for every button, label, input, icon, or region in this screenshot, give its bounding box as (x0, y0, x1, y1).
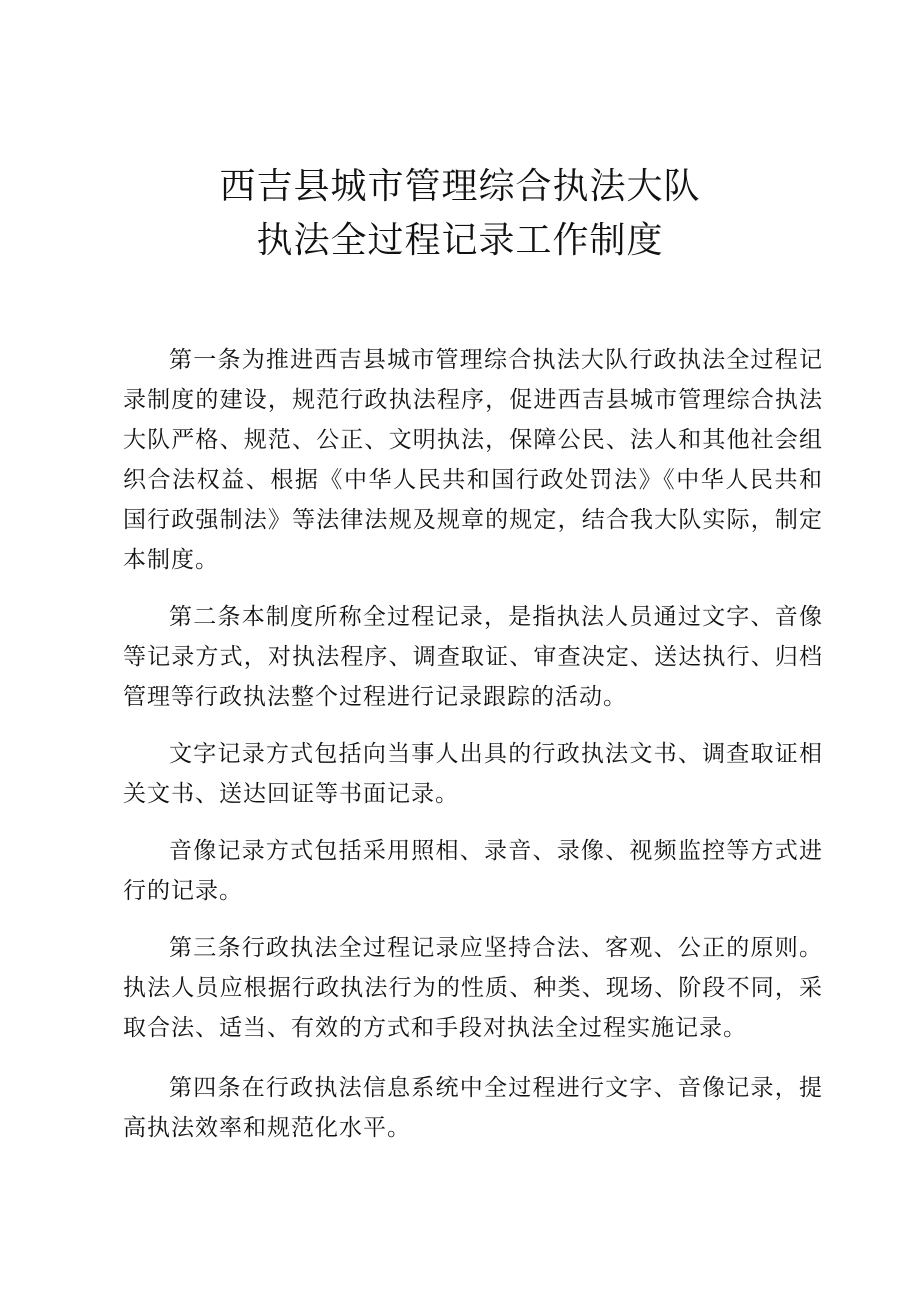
paragraph-av-record: 音像记录方式包括采用照相、录音、录像、视频监控等方式进行的记录。 (123, 838, 823, 904)
paragraph-article-4: 第四条在行政执法信息系统中全过程进行文字、音像记录，提高执法效率和规范化水平。 (123, 1075, 823, 1141)
paragraph-article-1: 第一条为推进西吉县城市管理综合执法大队行政执法全过程记录制度的建设，规范行政执法程序，促进西吉县城市管理综合执法大队严格、规范、公正、文明执法，保障公民、法人和其他社会组织合法权益、根据《中华人民共和国行政处罚法》《中华人民共和国行政强制法》等法律法规及规章的规定，结合我大队实际，制定本制度。 (123, 347, 823, 573)
paragraph-text-record: 文字记录方式包括向当事人出具的行政执法文书、调查取证相关文书、送达回证等书面记录。 (123, 741, 823, 807)
document-body (123, 340, 823, 1165)
title-line-1: 西吉县城市管理综合执法大队 (219, 166, 701, 207)
document-title (0, 160, 920, 268)
title-line-2: 执法全过程记录工作制度 (256, 220, 664, 261)
paragraph-article-3: 第三条行政执法全过程记录应坚持合法、客观、公正的原则。执法人员应根据行政执法行为的性质、种类、现场、阶段不同，采取合法、适当、有效的方式和手段对执法全过程实施记录。 (123, 935, 823, 1041)
paragraph-article-2: 第二条本制度所称全过程记录，是指执法人员通过文字、音像等记录方式，对执法程序、调查取证、审查决定、送达执行、归档管理等行政执法整个过程进行记录跟踪的活动。 (123, 604, 823, 710)
